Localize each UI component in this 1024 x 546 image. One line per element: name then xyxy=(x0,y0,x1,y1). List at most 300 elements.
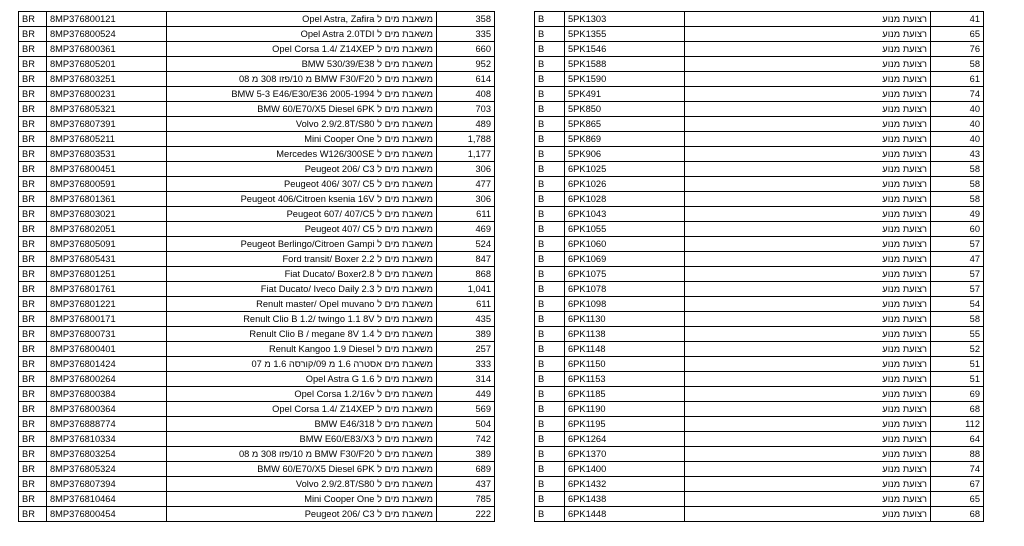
price-cell: 408 xyxy=(437,87,495,102)
price-cell: 1,177 xyxy=(437,147,495,162)
description-cell: רצועת מנוע xyxy=(685,417,931,432)
price-cell: 67 xyxy=(931,477,984,492)
table-row xyxy=(19,312,495,327)
part-code-cell: 8MP376801761 xyxy=(47,282,167,297)
brand-cell: B xyxy=(535,402,565,417)
description-cell: משאבת מים ל Opel Astra, Zafira xyxy=(167,12,437,27)
description-cell: משאבת מים ל Fiat Ducato/ Iveco Daily 2.3 xyxy=(167,282,437,297)
brand-cell: BR xyxy=(19,252,47,267)
part-code-cell: 6PK1264 xyxy=(565,432,685,447)
table-row xyxy=(19,372,495,387)
part-code-cell: 6PK1370 xyxy=(565,447,685,462)
description-cell: רצועת מנוע xyxy=(685,132,931,147)
brand-cell: BR xyxy=(19,372,47,387)
brand-cell: B xyxy=(535,252,565,267)
description-cell: רצועת מנוע xyxy=(685,357,931,372)
part-code-cell: 5PK1546 xyxy=(565,42,685,57)
water-pump-table-body xyxy=(19,12,495,522)
price-cell: 76 xyxy=(931,42,984,57)
brand-cell: BR xyxy=(19,72,47,87)
table-row xyxy=(19,387,495,402)
part-code-cell: 6PK1438 xyxy=(565,492,685,507)
table-row xyxy=(19,462,495,477)
table-row xyxy=(535,207,984,222)
part-code-cell: 8MP376800401 xyxy=(47,342,167,357)
price-cell: 660 xyxy=(437,42,495,57)
description-cell: משאבת מים ל BMW 60/E70/X5 Diesel 6PK xyxy=(167,462,437,477)
brand-cell: BR xyxy=(19,267,47,282)
table-row xyxy=(19,57,495,72)
table-row xyxy=(535,387,984,402)
description-cell: רצועת מנוע xyxy=(685,462,931,477)
table-row xyxy=(535,57,984,72)
brand-cell: B xyxy=(535,237,565,252)
price-cell: 1,788 xyxy=(437,132,495,147)
table-row xyxy=(19,222,495,237)
table-row xyxy=(19,402,495,417)
description-cell: רצועת מנוע xyxy=(685,267,931,282)
part-code-cell: 8MP376800731 xyxy=(47,327,167,342)
price-cell: 614 xyxy=(437,72,495,87)
description-cell: רצועת מנוע xyxy=(685,72,931,87)
description-cell: רצועת מנוע xyxy=(685,42,931,57)
table-row xyxy=(535,102,984,117)
part-code-cell: 6PK1448 xyxy=(565,507,685,522)
brand-cell: B xyxy=(535,102,565,117)
price-cell: 222 xyxy=(437,507,495,522)
part-code-cell: 8MP376807391 xyxy=(47,117,167,132)
part-code-cell: 6PK1138 xyxy=(565,327,685,342)
table-row xyxy=(535,432,984,447)
brand-cell: BR xyxy=(19,462,47,477)
brand-cell: B xyxy=(535,297,565,312)
price-cell: 689 xyxy=(437,462,495,477)
price-cell: 58 xyxy=(931,192,984,207)
table-row xyxy=(535,342,984,357)
price-cell: 469 xyxy=(437,222,495,237)
price-cell: 41 xyxy=(931,12,984,27)
brand-cell: BR xyxy=(19,102,47,117)
table-row xyxy=(535,507,984,522)
part-code-cell: 8MP376803251 xyxy=(47,72,167,87)
brand-cell: B xyxy=(535,432,565,447)
part-code-cell: 6PK1025 xyxy=(565,162,685,177)
table-row xyxy=(19,327,495,342)
part-code-cell: 6PK1075 xyxy=(565,267,685,282)
description-cell: רצועת מנוע xyxy=(685,147,931,162)
price-cell: 40 xyxy=(931,117,984,132)
price-cell: 60 xyxy=(931,222,984,237)
brand-cell: BR xyxy=(19,177,47,192)
brand-cell: B xyxy=(535,27,565,42)
price-cell: 68 xyxy=(931,402,984,417)
part-code-cell: 6PK1060 xyxy=(565,237,685,252)
table-row xyxy=(535,72,984,87)
part-code-cell: 8MP376801361 xyxy=(47,192,167,207)
brand-cell: BR xyxy=(19,117,47,132)
table-row xyxy=(535,192,984,207)
table-row xyxy=(19,477,495,492)
price-cell: 55 xyxy=(931,327,984,342)
brand-cell: BR xyxy=(19,312,47,327)
table-row xyxy=(535,477,984,492)
brand-cell: BR xyxy=(19,357,47,372)
brand-cell: BR xyxy=(19,27,47,42)
part-code-cell: 5PK865 xyxy=(565,117,685,132)
brand-cell: BR xyxy=(19,417,47,432)
table-row xyxy=(535,402,984,417)
price-cell: 785 xyxy=(437,492,495,507)
brand-cell: B xyxy=(535,132,565,147)
price-cell: 51 xyxy=(931,372,984,387)
brand-cell: BR xyxy=(19,282,47,297)
price-cell: 54 xyxy=(931,297,984,312)
description-cell: רצועת מנוע xyxy=(685,102,931,117)
price-cell: 49 xyxy=(931,207,984,222)
description-cell: משאבת מים ל Ford transit/ Boxer 2.2 xyxy=(167,252,437,267)
table-row xyxy=(535,492,984,507)
part-code-cell: 8MP376803021 xyxy=(47,207,167,222)
price-cell: 611 xyxy=(437,207,495,222)
brand-cell: B xyxy=(535,492,565,507)
part-code-cell: 8MP376800384 xyxy=(47,387,167,402)
description-cell: רצועת מנוע xyxy=(685,432,931,447)
price-cell: 489 xyxy=(437,117,495,132)
part-code-cell: 8MP376800231 xyxy=(47,87,167,102)
part-code-cell: 6PK1148 xyxy=(565,342,685,357)
part-code-cell: 8MP376810464 xyxy=(47,492,167,507)
price-cell: 524 xyxy=(437,237,495,252)
description-cell: משאבת מים ל Mini Cooper One xyxy=(167,492,437,507)
description-cell: רצועת מנוע xyxy=(685,192,931,207)
description-cell: משאבת מים ל Opel Corsa 1.2/16v xyxy=(167,387,437,402)
table-row xyxy=(19,342,495,357)
price-cell: 742 xyxy=(437,432,495,447)
brand-cell: B xyxy=(535,327,565,342)
brand-cell: B xyxy=(535,207,565,222)
price-cell: 58 xyxy=(931,312,984,327)
description-cell: רצועת מנוע xyxy=(685,477,931,492)
part-code-cell: 5PK1588 xyxy=(565,57,685,72)
description-cell: משאבת מים ל Peugeot 406/ 307/ C5 xyxy=(167,177,437,192)
brand-cell: B xyxy=(535,477,565,492)
description-cell: משאבת מים ל Fiat Ducato/ Boxer2.8 xyxy=(167,267,437,282)
description-cell: משאבת מים ל BMW F30/F20 מ 10/פזו 308 מ 08 xyxy=(167,72,437,87)
brand-cell: BR xyxy=(19,402,47,417)
price-cell: 257 xyxy=(437,342,495,357)
part-code-cell: 8MP376800171 xyxy=(47,312,167,327)
table-row xyxy=(19,432,495,447)
price-cell: 74 xyxy=(931,462,984,477)
part-code-cell: 5PK1355 xyxy=(565,27,685,42)
description-cell: משאבת מים ל Renult Clio B 1.2/ twingo 1.1 8V xyxy=(167,312,437,327)
part-code-cell: 5PK850 xyxy=(565,102,685,117)
price-cell: 611 xyxy=(437,297,495,312)
brand-cell: BR xyxy=(19,87,47,102)
table-row xyxy=(535,42,984,57)
part-code-cell: 5PK491 xyxy=(565,87,685,102)
description-cell: משאבת מים ל BMW E60/E83/X3 xyxy=(167,432,437,447)
table-row xyxy=(19,267,495,282)
part-code-cell: 8MP376805201 xyxy=(47,57,167,72)
part-code-cell: 8MP376805091 xyxy=(47,237,167,252)
part-code-cell: 8MP376800451 xyxy=(47,162,167,177)
brand-cell: BR xyxy=(19,192,47,207)
brand-cell: B xyxy=(535,387,565,402)
table-row xyxy=(19,357,495,372)
brand-cell: B xyxy=(535,507,565,522)
part-code-cell: 8MP376801424 xyxy=(47,357,167,372)
price-cell: 58 xyxy=(931,57,984,72)
brand-cell: BR xyxy=(19,507,47,522)
table-row xyxy=(535,312,984,327)
table-row xyxy=(19,132,495,147)
table-row xyxy=(535,117,984,132)
price-cell: 58 xyxy=(931,177,984,192)
table-row xyxy=(19,447,495,462)
part-code-cell: 6PK1043 xyxy=(565,207,685,222)
brand-cell: B xyxy=(535,312,565,327)
description-cell: רצועת מנוע xyxy=(685,207,931,222)
description-cell: רצועת מנוע xyxy=(685,222,931,237)
table-row xyxy=(19,192,495,207)
table-row xyxy=(535,162,984,177)
part-code-cell: 8MP376801251 xyxy=(47,267,167,282)
part-code-cell: 8MP376805211 xyxy=(47,132,167,147)
description-cell: משאבת מים ל Opel Corsa 1.4/ Z14XEP xyxy=(167,402,437,417)
description-cell: משאבת מים ל Volvo 2.9/2.8T/S80 xyxy=(167,117,437,132)
table-row xyxy=(535,462,984,477)
table-row xyxy=(19,102,495,117)
description-cell: רצועת מנוע xyxy=(685,27,931,42)
part-code-cell: 6PK1150 xyxy=(565,357,685,372)
part-code-cell: 6PK1078 xyxy=(565,282,685,297)
brand-cell: BR xyxy=(19,492,47,507)
price-cell: 57 xyxy=(931,237,984,252)
brand-cell: BR xyxy=(19,12,47,27)
part-code-cell: 6PK1028 xyxy=(565,192,685,207)
price-cell: 57 xyxy=(931,282,984,297)
part-code-cell: 6PK1130 xyxy=(565,312,685,327)
price-cell: 504 xyxy=(437,417,495,432)
description-cell: רצועת מנוע xyxy=(685,87,931,102)
table-row xyxy=(535,177,984,192)
description-cell: משאבת מים ל Mini Cooper One xyxy=(167,132,437,147)
part-code-cell: 8MP376810334 xyxy=(47,432,167,447)
price-cell: 112 xyxy=(931,417,984,432)
table-row xyxy=(535,372,984,387)
brand-cell: BR xyxy=(19,147,47,162)
water-pump-price-table xyxy=(18,11,495,522)
description-cell: רצועת מנוע xyxy=(685,117,931,132)
brand-cell: B xyxy=(535,177,565,192)
table-row xyxy=(535,447,984,462)
part-code-cell: 8MP376800524 xyxy=(47,27,167,42)
price-cell: 64 xyxy=(931,432,984,447)
part-code-cell: 6PK1055 xyxy=(565,222,685,237)
price-cell: 65 xyxy=(931,27,984,42)
part-code-cell: 6PK1153 xyxy=(565,372,685,387)
price-cell: 306 xyxy=(437,192,495,207)
table-row xyxy=(19,12,495,27)
part-code-cell: 6PK1098 xyxy=(565,297,685,312)
description-cell: רצועת מנוע xyxy=(685,12,931,27)
price-cell: 74 xyxy=(931,87,984,102)
description-cell: משאבת מים אסטרה 1.6 מ 09/קורסה 1.6 מ 07 xyxy=(167,357,437,372)
description-cell: משאבת מים ל BMW E46/318 xyxy=(167,417,437,432)
description-cell: משאבת מים ל Opel Astra G 1.6 xyxy=(167,372,437,387)
part-code-cell: 5PK1303 xyxy=(565,12,685,27)
description-cell: רצועת מנוע xyxy=(685,342,931,357)
part-code-cell: 8MP376800264 xyxy=(47,372,167,387)
brand-cell: B xyxy=(535,117,565,132)
table-row xyxy=(19,27,495,42)
brand-cell: B xyxy=(535,447,565,462)
part-code-cell: 8MP376805431 xyxy=(47,252,167,267)
part-code-cell: 8MP376801221 xyxy=(47,297,167,312)
brand-cell: B xyxy=(535,267,565,282)
description-cell: משאבת מים ל Mercedes W126/300SE xyxy=(167,147,437,162)
engine-belt-price-table xyxy=(534,11,984,522)
brand-cell: B xyxy=(535,192,565,207)
brand-cell: B xyxy=(535,462,565,477)
description-cell: משאבת מים ל BMW F30/F20 מ 10/פזו 308 מ 08 xyxy=(167,447,437,462)
table-row xyxy=(535,357,984,372)
price-cell: 569 xyxy=(437,402,495,417)
part-code-cell: 8MP376803531 xyxy=(47,147,167,162)
part-code-cell: 8MP376800121 xyxy=(47,12,167,27)
table-row xyxy=(19,207,495,222)
price-cell: 389 xyxy=(437,447,495,462)
price-cell: 68 xyxy=(931,507,984,522)
description-cell: רצועת מנוע xyxy=(685,312,931,327)
description-cell: משאבת מים ל Renult master/ Opel muvano xyxy=(167,297,437,312)
brand-cell: BR xyxy=(19,477,47,492)
price-cell: 51 xyxy=(931,357,984,372)
table-row xyxy=(19,162,495,177)
brand-cell: B xyxy=(535,162,565,177)
brand-cell: B xyxy=(535,72,565,87)
description-cell: רצועת מנוע xyxy=(685,447,931,462)
brand-cell: BR xyxy=(19,162,47,177)
brand-cell: B xyxy=(535,357,565,372)
brand-cell: B xyxy=(535,57,565,72)
part-code-cell: 8MP376800364 xyxy=(47,402,167,417)
brand-cell: BR xyxy=(19,297,47,312)
table-row xyxy=(19,117,495,132)
table-row xyxy=(19,177,495,192)
part-code-cell: 5PK906 xyxy=(565,147,685,162)
table-row xyxy=(19,147,495,162)
table-row xyxy=(19,42,495,57)
brand-cell: B xyxy=(535,87,565,102)
table-row xyxy=(19,282,495,297)
part-code-cell: 8MP376802051 xyxy=(47,222,167,237)
price-cell: 47 xyxy=(931,252,984,267)
brand-cell: BR xyxy=(19,387,47,402)
description-cell: משאבת מים ל Opel Corsa 1.4/ Z14XEP xyxy=(167,42,437,57)
part-code-cell: 8MP376800361 xyxy=(47,42,167,57)
table-row xyxy=(19,492,495,507)
table-row xyxy=(19,87,495,102)
table-row xyxy=(535,132,984,147)
description-cell: רצועת מנוע xyxy=(685,162,931,177)
price-cell: 868 xyxy=(437,267,495,282)
brand-cell: B xyxy=(535,222,565,237)
price-cell: 65 xyxy=(931,492,984,507)
price-cell: 306 xyxy=(437,162,495,177)
brand-cell: B xyxy=(535,12,565,27)
table-row xyxy=(535,87,984,102)
table-row xyxy=(535,417,984,432)
part-code-cell: 6PK1026 xyxy=(565,177,685,192)
part-code-cell: 8MP376807394 xyxy=(47,477,167,492)
description-cell: רצועת מנוע xyxy=(685,297,931,312)
part-code-cell: 8MP376800591 xyxy=(47,177,167,192)
price-cell: 57 xyxy=(931,267,984,282)
price-cell: 40 xyxy=(931,102,984,117)
price-cell: 333 xyxy=(437,357,495,372)
description-cell: משאבת מים ל BMW 530/39/E38 xyxy=(167,57,437,72)
description-cell: משאבת מים ל Opel Astra 2.0TDI xyxy=(167,27,437,42)
part-code-cell: 8MP376888774 xyxy=(47,417,167,432)
part-code-cell: 5PK1590 xyxy=(565,72,685,87)
brand-cell: BR xyxy=(19,342,47,357)
price-cell: 335 xyxy=(437,27,495,42)
price-cell: 437 xyxy=(437,477,495,492)
part-code-cell: 6PK1190 xyxy=(565,402,685,417)
brand-cell: BR xyxy=(19,222,47,237)
part-code-cell: 8MP376805324 xyxy=(47,462,167,477)
description-cell: רצועת מנוע xyxy=(685,402,931,417)
description-cell: רצועת מנוע xyxy=(685,177,931,192)
price-cell: 314 xyxy=(437,372,495,387)
brand-cell: BR xyxy=(19,57,47,72)
part-code-cell: 6PK1400 xyxy=(565,462,685,477)
description-cell: רצועת מנוע xyxy=(685,282,931,297)
part-code-cell: 6PK1195 xyxy=(565,417,685,432)
part-code-cell: 8MP376803254 xyxy=(47,447,167,462)
description-cell: משאבת מים ל Renult Clio B / megane 8V 1.4 xyxy=(167,327,437,342)
table-row xyxy=(535,222,984,237)
brand-cell: B xyxy=(535,342,565,357)
description-cell: משאבת מים ל Peugeot 406/Citroen ksenia 16V xyxy=(167,192,437,207)
price-cell: 358 xyxy=(437,12,495,27)
description-cell: רצועת מנוע xyxy=(685,387,931,402)
description-cell: משאבת מים ל Volvo 2.9/2.8T/S80 xyxy=(167,477,437,492)
price-cell: 40 xyxy=(931,132,984,147)
price-cell: 435 xyxy=(437,312,495,327)
description-cell: משאבת מים ל Renult Kangoo 1.9 Diesel xyxy=(167,342,437,357)
part-code-cell: 8MP376800454 xyxy=(47,507,167,522)
table-row xyxy=(535,297,984,312)
brand-cell: B xyxy=(535,282,565,297)
part-code-cell: 5PK869 xyxy=(565,132,685,147)
table-row xyxy=(19,417,495,432)
description-cell: משאבת מים ל Peugeot Berlingo/Citroen Gampi xyxy=(167,237,437,252)
description-cell: רצועת מנוע xyxy=(685,372,931,387)
price-cell: 389 xyxy=(437,327,495,342)
table-row xyxy=(535,327,984,342)
description-cell: רצועת מנוע xyxy=(685,252,931,267)
description-cell: משאבת מים ל Peugeot 206/ C3 xyxy=(167,507,437,522)
brand-cell: B xyxy=(535,42,565,57)
part-code-cell: 6PK1069 xyxy=(565,252,685,267)
description-cell: רצועת מנוע xyxy=(685,327,931,342)
table-row xyxy=(535,12,984,27)
price-cell: 1,041 xyxy=(437,282,495,297)
description-cell: רצועת מנוע xyxy=(685,507,931,522)
